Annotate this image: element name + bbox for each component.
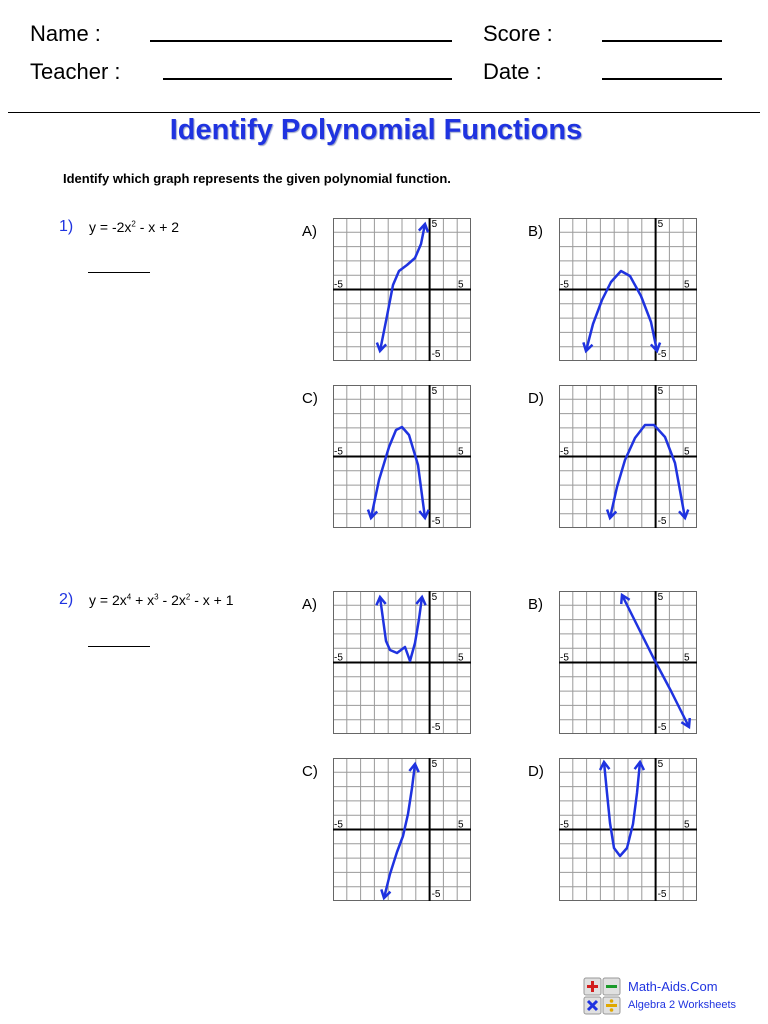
date-label: Date :: [483, 59, 542, 84]
tick-label: 5: [684, 652, 690, 664]
tick-label: 5: [458, 819, 464, 831]
tick-label: 5: [657, 592, 664, 603]
tick-label: 5: [684, 446, 690, 458]
tick-label: -5: [657, 722, 667, 733]
footer-brand[interactable]: Math-Aids.Com: [628, 979, 718, 994]
footer-subtitle: Algebra 2 Worksheets: [628, 999, 737, 1011]
tick-label: 5: [657, 219, 664, 230]
tick-label: -5: [560, 819, 569, 831]
answer-blank[interactable]: [88, 646, 150, 647]
option-label: D): [528, 763, 544, 780]
tick-label: 5: [458, 279, 464, 291]
tick-label: 5: [657, 386, 664, 397]
tick-label: -5: [334, 279, 343, 291]
tick-label: 5: [458, 446, 464, 458]
instructions: Identify which graph represents the given polynomial function.: [63, 171, 451, 186]
question-number: 1): [59, 218, 74, 235]
teacher-blank[interactable]: [163, 78, 452, 80]
tick-label: 5: [431, 759, 438, 770]
header-divider: [8, 112, 760, 113]
question-number: 2): [59, 591, 74, 608]
name-label: Name :: [30, 21, 101, 46]
option-label: C): [302, 763, 318, 780]
question-equation: $y = 2x^4 + x^3 - 2x^2 - x + 1$: [89, 592, 234, 608]
tick-label: -5: [560, 446, 569, 458]
question-equation: $y = -2x^2 - x + 2$: [89, 219, 180, 235]
tick-label: -5: [560, 652, 569, 664]
name-blank[interactable]: [150, 40, 452, 42]
tick-label: 5: [657, 759, 664, 770]
tick-label: -5: [431, 722, 441, 733]
tick-label: 5: [684, 279, 690, 291]
tick-label: -5: [657, 516, 667, 527]
option-label: A): [302, 223, 317, 240]
tick-label: -5: [657, 889, 667, 900]
option-label: B): [528, 223, 543, 240]
tick-label: 5: [431, 219, 438, 230]
tick-label: 5: [684, 819, 690, 831]
option-graph[interactable]: [333, 758, 471, 901]
page-title: Identify Polynomial Functions: [169, 114, 583, 146]
tick-label: -5: [560, 279, 569, 291]
option-graph[interactable]: [559, 385, 697, 528]
option-graph[interactable]: [559, 591, 697, 734]
option-label: C): [302, 390, 318, 407]
option-label: A): [302, 596, 317, 613]
tick-label: -5: [334, 819, 343, 831]
option-label: B): [528, 596, 543, 613]
option-label: D): [528, 390, 544, 407]
tick-label: -5: [431, 516, 441, 527]
tick-label: -5: [431, 889, 441, 900]
teacher-label: Teacher :: [30, 59, 121, 84]
tick-label: -5: [334, 652, 343, 664]
tick-label: 5: [458, 652, 464, 664]
score-label: Score :: [483, 21, 553, 46]
tick-label: 5: [431, 592, 438, 603]
option-graph[interactable]: [333, 591, 471, 734]
answer-blank[interactable]: [88, 272, 150, 273]
math-operators-icon: [583, 977, 621, 1015]
tick-label: 5: [431, 386, 438, 397]
score-blank[interactable]: [602, 40, 722, 42]
tick-label: -5: [334, 446, 343, 458]
date-blank[interactable]: [602, 78, 722, 80]
option-graph[interactable]: [559, 758, 697, 901]
tick-label: -5: [431, 349, 441, 360]
tick-label: -5: [657, 349, 667, 360]
option-graph[interactable]: [559, 218, 697, 361]
option-graph[interactable]: [333, 385, 471, 528]
option-graph[interactable]: [333, 218, 471, 361]
